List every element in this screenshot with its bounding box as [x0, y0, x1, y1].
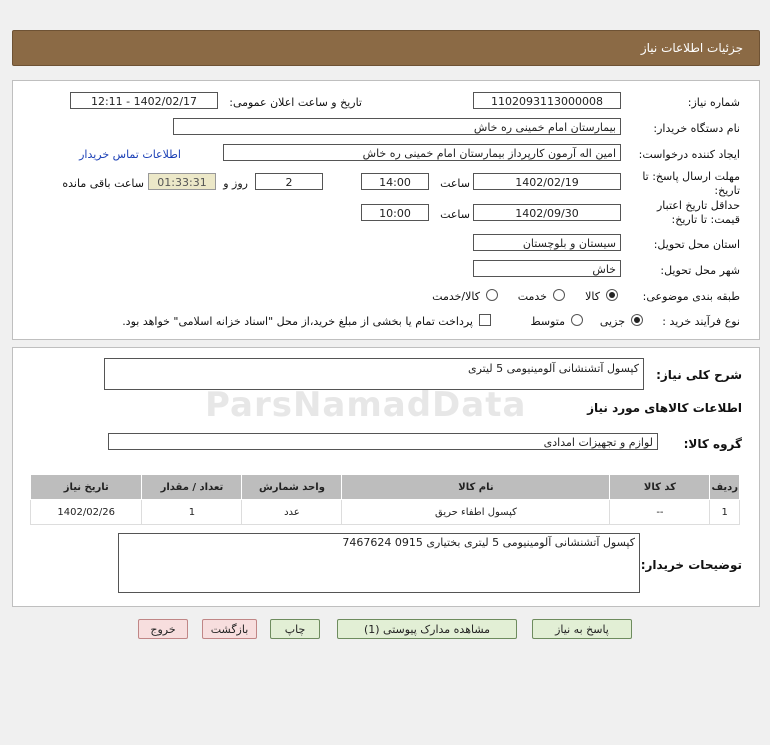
back-button[interactable]: بازگشت: [202, 619, 257, 639]
price-validity-time-label: ساعت: [440, 208, 470, 221]
requester-field: امین اله آرمون کارپرداز بیمارستان امام خمینی ره خاش: [223, 144, 621, 161]
process-radio-minor[interactable]: [631, 314, 643, 326]
days-label: روز و: [223, 177, 248, 190]
announce-datetime-field: 1402/02/17 - 12:11: [70, 92, 218, 109]
page-header: [12, 30, 760, 66]
price-validity-date-field: 1402/09/30: [473, 204, 621, 221]
cell-goods-name: کپسول اطفاء حریق: [342, 500, 610, 525]
col-goods-code: کد کالا: [610, 475, 710, 500]
category-option-service: خدمت: [517, 290, 547, 303]
buyer-org-field: بیمارستان امام خمینی ره خاش: [173, 118, 621, 135]
col-goods-name: نام کالا: [342, 475, 610, 500]
col-quantity: تعداد / مقدار: [142, 475, 242, 500]
need-summary-label: شرح کلی نیاز:: [656, 368, 742, 382]
need-number-label: شماره نیاز:: [687, 96, 740, 109]
remaining-time-field: 01:33:31: [148, 173, 216, 190]
requester-label: ایجاد کننده درخواست:: [638, 148, 740, 161]
city-field: خاش: [473, 260, 621, 277]
cell-need-date: 1402/02/26: [31, 500, 142, 525]
buyer-contact-link[interactable]: اطلاعات تماس خریدار: [79, 148, 181, 161]
exit-button[interactable]: خروج: [138, 619, 188, 639]
days-remaining-field: 2: [255, 173, 323, 190]
price-validity-label: حداقل تاریخ اعتبار قیمت: تا تاریخ:: [656, 199, 740, 226]
category-option-goods-service: کالا/خدمت: [432, 290, 480, 303]
need-number-field: 1102093113000008: [473, 92, 621, 109]
goods-table-header-row: [31, 475, 740, 500]
category-label: طبقه بندی موضوعی:: [642, 290, 740, 303]
treasury-payment-checkbox[interactable]: [479, 314, 491, 326]
process-radio-medium[interactable]: [571, 314, 583, 326]
process-option-minor: جزیی: [599, 315, 625, 328]
col-row-number: ردیف: [710, 475, 740, 500]
cell-unit: عدد: [242, 500, 342, 525]
buyer-notes-field: کپسول آتشنشانی آلومینیومی 5 لیتری بختیاری 0915 7467624: [118, 533, 640, 593]
category-radio-goods-service[interactable]: [486, 289, 498, 301]
category-option-goods: کالا: [585, 290, 600, 303]
buyer-notes-label: توضیحات خریدار:: [640, 558, 742, 572]
category-radio-service[interactable]: [553, 289, 565, 301]
view-attachments-button[interactable]: مشاهده مدارک پیوستی (1): [337, 619, 517, 639]
province-label: استان محل تحویل:: [653, 238, 740, 251]
city-label: شهر محل تحویل:: [660, 264, 740, 277]
goods-table: [30, 474, 740, 525]
reply-to-need-button[interactable]: پاسخ به نیاز: [532, 619, 632, 639]
reply-time-field: 14:00: [361, 173, 429, 190]
col-need-date: تاریخ نیاز: [31, 475, 142, 500]
page-title: جزئیات اطلاعات نیاز: [640, 41, 743, 55]
goods-info-title: اطلاعات کالاهای مورد نیاز: [587, 401, 742, 415]
col-unit: واحد شمارش: [242, 475, 342, 500]
price-validity-time-field: 10:00: [361, 204, 429, 221]
category-radio-goods[interactable]: [606, 289, 618, 301]
province-field: سیستان و بلوچستان: [473, 234, 621, 251]
cell-quantity: 1: [142, 500, 242, 525]
reply-deadline-label: مهلت ارسال پاسخ: تا تاریخ:: [642, 170, 740, 197]
cell-row-number: 1: [710, 500, 740, 525]
goods-group-field: لوازم و تجهیزات امدادی: [108, 433, 658, 450]
reply-time-label: ساعت: [440, 177, 470, 190]
cell-goods-code: --: [610, 500, 710, 525]
print-button[interactable]: چاپ: [270, 619, 320, 639]
goods-group-label: گروه کالا:: [683, 437, 742, 451]
announce-datetime-label: تاریخ و ساعت اعلان عمومی:: [229, 96, 362, 109]
treasury-payment-note: پرداخت تمام یا بخشی از مبلغ خرید،از محل "اسناد خزانه اسلامی" خواهد بود.: [122, 315, 473, 328]
need-summary-field: کپسول آتشنشانی آلومینیومی 5 لیتری: [104, 358, 644, 390]
reply-date-field: 1402/02/19: [473, 173, 621, 190]
remaining-time-label: ساعت باقی مانده: [62, 177, 144, 190]
table-row: [31, 500, 740, 525]
buyer-org-label: نام دستگاه خریدار:: [653, 122, 740, 135]
process-type-label: نوع فرآیند خرید :: [662, 315, 740, 328]
process-option-medium: متوسط: [530, 315, 565, 328]
